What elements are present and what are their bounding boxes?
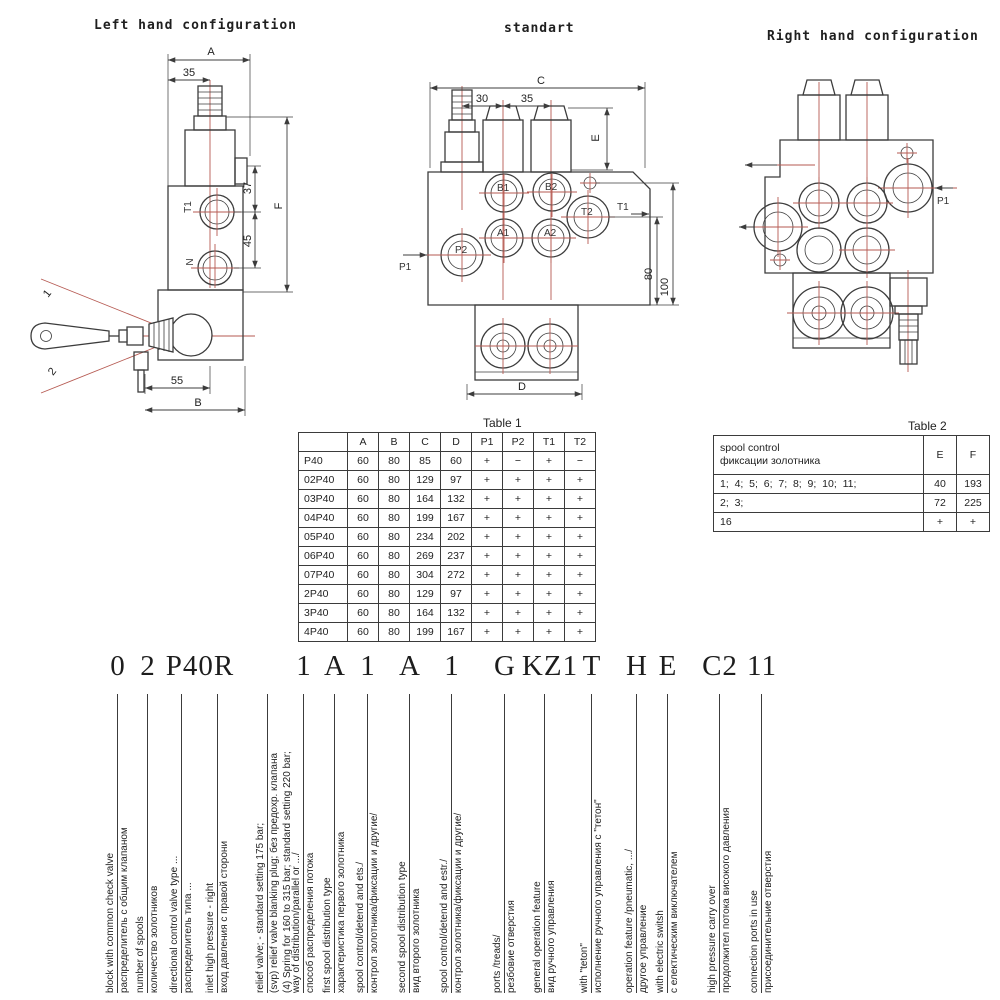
dim-label-a: A	[207, 46, 215, 58]
table2-header-desc-en: spool control	[720, 442, 780, 454]
code-tick	[719, 694, 720, 808]
dim-label-100: 100	[659, 277, 671, 297]
code-item: E	[658, 650, 678, 682]
table-cell: 132	[441, 604, 472, 623]
code-tick	[591, 694, 592, 799]
table-cell: 06P40	[299, 547, 348, 566]
port-row1-right	[841, 177, 893, 229]
port-p2-label: P2	[455, 245, 468, 256]
code-label-line-en: way of distribution/parallel or .../	[291, 852, 302, 993]
table-cell: +	[472, 452, 503, 471]
table-row	[299, 604, 596, 623]
table-cell: 193	[957, 475, 990, 494]
table-cell: 04P40	[299, 509, 348, 528]
code-tick	[367, 694, 368, 813]
code-label	[104, 827, 131, 993]
table-cell: +	[534, 623, 565, 642]
table-cell: 2; 3;	[714, 494, 924, 513]
table-cell: 60	[441, 452, 472, 471]
code-label	[491, 900, 518, 993]
middle-drawing-title: standart	[504, 21, 575, 36]
table-cell: +	[503, 528, 534, 547]
table1-title: Table 1	[483, 416, 522, 430]
dim-label-e: E	[590, 134, 602, 142]
table-cell: 80	[379, 585, 410, 604]
relief-valve	[890, 270, 927, 372]
table-cell: +	[472, 528, 503, 547]
table-cell: +	[534, 509, 565, 528]
lever-pos-1-label: 1	[40, 287, 55, 300]
table-cell: 164	[410, 490, 441, 509]
port-a2	[526, 213, 576, 263]
code-tick	[636, 694, 637, 849]
right-hand-configuration-drawing	[735, 42, 960, 382]
code-label	[531, 880, 558, 993]
table-cell: 16	[714, 513, 924, 532]
table-cell: 3P40	[299, 604, 348, 623]
port-n	[185, 244, 239, 288]
code-item: G	[494, 650, 516, 682]
code-label	[654, 852, 681, 993]
port-n-label: N	[185, 258, 196, 266]
code-label-line: с електическим виключателем	[669, 851, 680, 993]
table-cell: 80	[379, 566, 410, 585]
code-label-line-en: first spool distribution type	[321, 832, 335, 993]
code-tick	[117, 694, 118, 827]
code-label-line-en: connection ports in use	[748, 851, 762, 993]
code-label	[321, 832, 348, 993]
code-tick	[761, 694, 762, 851]
code-tick	[147, 694, 148, 886]
table-row	[299, 471, 596, 490]
table-cell: 60	[348, 528, 379, 547]
table-cell: +	[472, 585, 503, 604]
code-item: H	[626, 650, 648, 682]
table-cell: 167	[441, 509, 472, 528]
code-item: 1	[296, 650, 312, 682]
code-label-line-en: general operation feature	[532, 881, 543, 993]
table-cell: P40	[299, 452, 348, 471]
code-item: T	[582, 650, 602, 682]
table-cell: 199	[410, 509, 441, 528]
code-label-line-en: high pressure carry over	[706, 808, 720, 993]
code-label	[134, 886, 161, 993]
dim-label-80: 80	[643, 267, 655, 281]
code-label-line-en: operation feature /pneumatic, .../	[624, 849, 635, 993]
table-cell: +	[565, 471, 596, 490]
code-label-line-en: with "teton"	[578, 799, 592, 993]
dim-label-45: 45	[242, 234, 254, 248]
code-label-line: исполнение ручного управления с "тетон"	[593, 799, 604, 993]
table-cell: 97	[441, 471, 472, 490]
code-label	[623, 849, 650, 993]
table-cell: 132	[441, 490, 472, 509]
dim-label-55: 55	[170, 375, 184, 387]
table-cell: 80	[379, 452, 410, 471]
table-cell: 05P40	[299, 528, 348, 547]
dim-label-d: D	[518, 381, 526, 393]
code-label-line: присоединительние отверстия	[763, 850, 774, 993]
table-cell: 199	[410, 623, 441, 642]
table-cell: 80	[379, 547, 410, 566]
left-hand-configuration-drawing	[15, 36, 315, 428]
code-label	[168, 856, 195, 993]
table-cell: +	[534, 547, 565, 566]
table-cell: 60	[348, 604, 379, 623]
table1-header-cell: T1	[534, 433, 565, 452]
lever-handle	[31, 323, 109, 349]
table-cell: +	[534, 471, 565, 490]
table2-header-cell: E	[924, 436, 957, 475]
table-cell: +	[957, 513, 990, 532]
code-tick	[409, 694, 410, 861]
table-cell: 85	[410, 452, 441, 471]
table-cell: 02P40	[299, 471, 348, 490]
table-cell: 40	[924, 475, 957, 494]
table-row	[299, 585, 596, 604]
code-item: 1	[444, 650, 460, 682]
port-b2	[527, 173, 577, 217]
table-cell: 60	[348, 490, 379, 509]
table-cell: +	[565, 509, 596, 528]
table-cell: 269	[410, 547, 441, 566]
table2-header-desc-ru: фиксации золотника	[720, 455, 821, 467]
table-row	[714, 494, 990, 513]
table-cell: 60	[348, 471, 379, 490]
port-a1-label: A1	[497, 228, 510, 239]
table1-header-cell	[299, 433, 348, 452]
table-row	[299, 547, 596, 566]
dim-label-b: B	[194, 397, 202, 409]
code-item: 0	[110, 650, 126, 682]
table-cell: +	[565, 623, 596, 642]
table-cell: 72	[924, 494, 957, 513]
table-cell: +	[503, 547, 534, 566]
code-label-line: продолжител потока високого давления	[721, 807, 732, 993]
code-item: 1	[360, 650, 376, 682]
table-cell: 272	[441, 566, 472, 585]
code-item: A	[324, 650, 346, 682]
port-p1	[878, 158, 957, 218]
table-cell: +	[472, 509, 503, 528]
table-cell: +	[534, 604, 565, 623]
code-tick	[267, 694, 268, 751]
table1-header-cell: T2	[565, 433, 596, 452]
code-label-line-en: spool control/detend and estr./	[438, 813, 452, 993]
code-label-line: вид ручного управления	[546, 880, 557, 993]
table-cell: 60	[348, 547, 379, 566]
table-cell: 225	[957, 494, 990, 513]
port-a2-label: A2	[544, 228, 557, 239]
right-drawing-title: Right hand configuration	[767, 29, 979, 44]
mount-bore-2	[522, 318, 578, 374]
table-cell: +	[565, 490, 596, 509]
table-cell: +	[534, 566, 565, 585]
code-label	[290, 852, 317, 993]
port-p1-label: P1	[399, 262, 412, 273]
code-item: KZ1	[521, 650, 579, 682]
table-cell: +	[534, 528, 565, 547]
code-label-line-en: inlet high pressure - right	[204, 841, 218, 993]
table-cell: 237	[441, 547, 472, 566]
code-label	[204, 841, 231, 993]
table-cell: +	[472, 623, 503, 642]
table-cell: +	[565, 604, 596, 623]
table-row	[299, 509, 596, 528]
code-tick	[544, 694, 545, 880]
port-p1-label: P1	[937, 196, 950, 207]
code-label-line-en: ports /treads/	[491, 900, 505, 993]
code-label-line: способ распределения потока	[305, 852, 316, 993]
standart-drawing	[395, 42, 695, 422]
table-cell: +	[534, 490, 565, 509]
code-label	[438, 813, 465, 993]
table-row	[299, 490, 596, 509]
table-cell: 202	[441, 528, 472, 547]
port-b1-label: B1	[497, 183, 510, 194]
table-cell: +	[503, 604, 534, 623]
dim-label-c: C	[537, 75, 545, 87]
port-t1	[183, 188, 241, 236]
port-row2-right	[839, 222, 895, 278]
table1-header-cell: A	[348, 433, 379, 452]
port-t1-label: T1	[617, 202, 629, 213]
code-label-line-en: with electric switsh	[654, 852, 668, 993]
code-label-line: характеристика первого золотника	[336, 831, 347, 993]
code-item: A	[399, 650, 421, 682]
table-cell: 129	[410, 585, 441, 604]
port-b1	[479, 174, 529, 218]
port-t1-label: T1	[183, 201, 194, 213]
table1-header-cell: C	[410, 433, 441, 452]
table-cell: +	[503, 566, 534, 585]
table-cell: +	[565, 566, 596, 585]
code-label-line-en: relief valve; - standard setting 175 bar;	[254, 751, 268, 993]
dim-label-35: 35	[520, 93, 534, 105]
code-label-line: вход давления с правой сторони	[219, 840, 230, 993]
code-tick	[303, 694, 304, 852]
table-cell: 07P40	[299, 566, 348, 585]
code-label-line: распределитель типа ...	[183, 882, 194, 993]
table2-title: Table 2	[908, 419, 947, 433]
code-tick	[181, 694, 182, 856]
table1-header-cell: B	[379, 433, 410, 452]
table-row	[299, 452, 596, 471]
code-label	[706, 808, 733, 993]
table-cell: +	[472, 604, 503, 623]
port-t2-label: T2	[581, 207, 593, 218]
table-row	[714, 513, 990, 532]
table1-header-cell: P2	[503, 433, 534, 452]
table-cell: 60	[348, 509, 379, 528]
code-tick	[334, 694, 335, 832]
code-label-line: распределитель с общим клапаном	[119, 827, 130, 993]
table1-header-cell: P1	[472, 433, 503, 452]
table-cell: +	[565, 528, 596, 547]
table-cell: 129	[410, 471, 441, 490]
code-label-line: вид второго золотника	[411, 888, 422, 993]
table1-header-cell: D	[441, 433, 472, 452]
dim-label-37: 37	[242, 181, 254, 195]
table-row	[299, 528, 596, 547]
table-cell: +	[503, 585, 534, 604]
code-label-line: (4) Spring for 160 to 315 bar; standard setting 220 bar;	[282, 751, 293, 993]
table-cell: +	[565, 585, 596, 604]
left-drawing-title: Left hand configuration	[94, 18, 298, 33]
table2-header-cell: F	[957, 436, 990, 475]
table-cell: +	[503, 471, 534, 490]
table1	[298, 432, 596, 642]
table-row	[299, 566, 596, 585]
table-row	[714, 475, 990, 494]
code-label-line-en: spool control/detend and ets./	[354, 813, 368, 993]
table-cell: 80	[379, 509, 410, 528]
code-label	[748, 851, 775, 993]
port-t2	[561, 190, 615, 244]
dim-label-f: F	[273, 202, 285, 210]
code-label-line-en: directional control valve type ...	[169, 855, 180, 993]
table-cell: +	[472, 547, 503, 566]
port-a1	[479, 213, 529, 263]
table-cell: 1; 4; 5; 6; 7; 8; 9; 10; 11;	[714, 475, 924, 494]
lever-pos-2-label: 2	[45, 365, 60, 378]
code-label-line-en: block with common check valve	[104, 827, 118, 993]
code-label-line-en: number of spools	[134, 886, 148, 993]
table-cell: −	[565, 452, 596, 471]
table-cell: 164	[410, 604, 441, 623]
table-cell: 80	[379, 604, 410, 623]
code-label-line: контрол золотника/фиксации и другие/	[453, 812, 464, 993]
table-cell: 60	[348, 452, 379, 471]
table-cell: +	[565, 547, 596, 566]
code-label	[254, 751, 294, 993]
table-cell: 80	[379, 528, 410, 547]
table-cell: 80	[379, 490, 410, 509]
table2	[713, 435, 990, 532]
table-cell: +	[534, 452, 565, 471]
table-cell: 60	[348, 566, 379, 585]
table-cell: 60	[348, 623, 379, 642]
table-cell: +	[924, 513, 957, 532]
code-label	[578, 799, 605, 993]
table-cell: 304	[410, 566, 441, 585]
table-cell: 2P40	[299, 585, 348, 604]
table-cell: +	[472, 490, 503, 509]
table1-header-row	[299, 433, 596, 452]
code-label-line-en: second spool distribution type	[397, 861, 408, 993]
dim-label-35: 35	[182, 67, 196, 79]
code-label-line: другое управление	[638, 904, 649, 993]
table-cell: 4P40	[299, 623, 348, 642]
table-cell: 03P40	[299, 490, 348, 509]
code-label	[396, 861, 423, 993]
code-item: C2	[702, 650, 738, 682]
table-cell: +	[472, 566, 503, 585]
table-cell: +	[503, 509, 534, 528]
table-cell: 167	[441, 623, 472, 642]
port-b2-label: B2	[545, 182, 558, 193]
table-cell: +	[503, 490, 534, 509]
code-item: P40R	[165, 650, 235, 682]
table-cell: +	[472, 471, 503, 490]
table-row	[299, 623, 596, 642]
table2-header-row	[714, 436, 990, 475]
code-label	[354, 813, 381, 993]
lever-dome	[170, 314, 212, 356]
code-label-line: (svp) relief valve blanking plug; без предохр. клапана	[269, 752, 280, 993]
code-item: 11	[747, 650, 777, 682]
code-label-line: количество золотников	[149, 885, 160, 993]
table-cell: 97	[441, 585, 472, 604]
code-tick	[667, 694, 668, 852]
port-row2-left	[797, 228, 841, 272]
table-cell: −	[503, 452, 534, 471]
table-cell: 80	[379, 471, 410, 490]
dim-label-30: 30	[475, 93, 489, 105]
table-cell: 80	[379, 623, 410, 642]
table-cell: 60	[348, 585, 379, 604]
code-label-line: резбовие отверстия	[506, 900, 517, 993]
code-tick	[217, 694, 218, 841]
table-cell: +	[503, 623, 534, 642]
code-tick	[504, 694, 505, 900]
code-item: 2	[140, 650, 156, 682]
code-label-line: контрол золотника/фиксации и другие/	[369, 812, 380, 993]
table-cell: +	[534, 585, 565, 604]
code-tick	[451, 694, 452, 813]
table2-header-desc	[714, 436, 924, 475]
table-cell: 234	[410, 528, 441, 547]
